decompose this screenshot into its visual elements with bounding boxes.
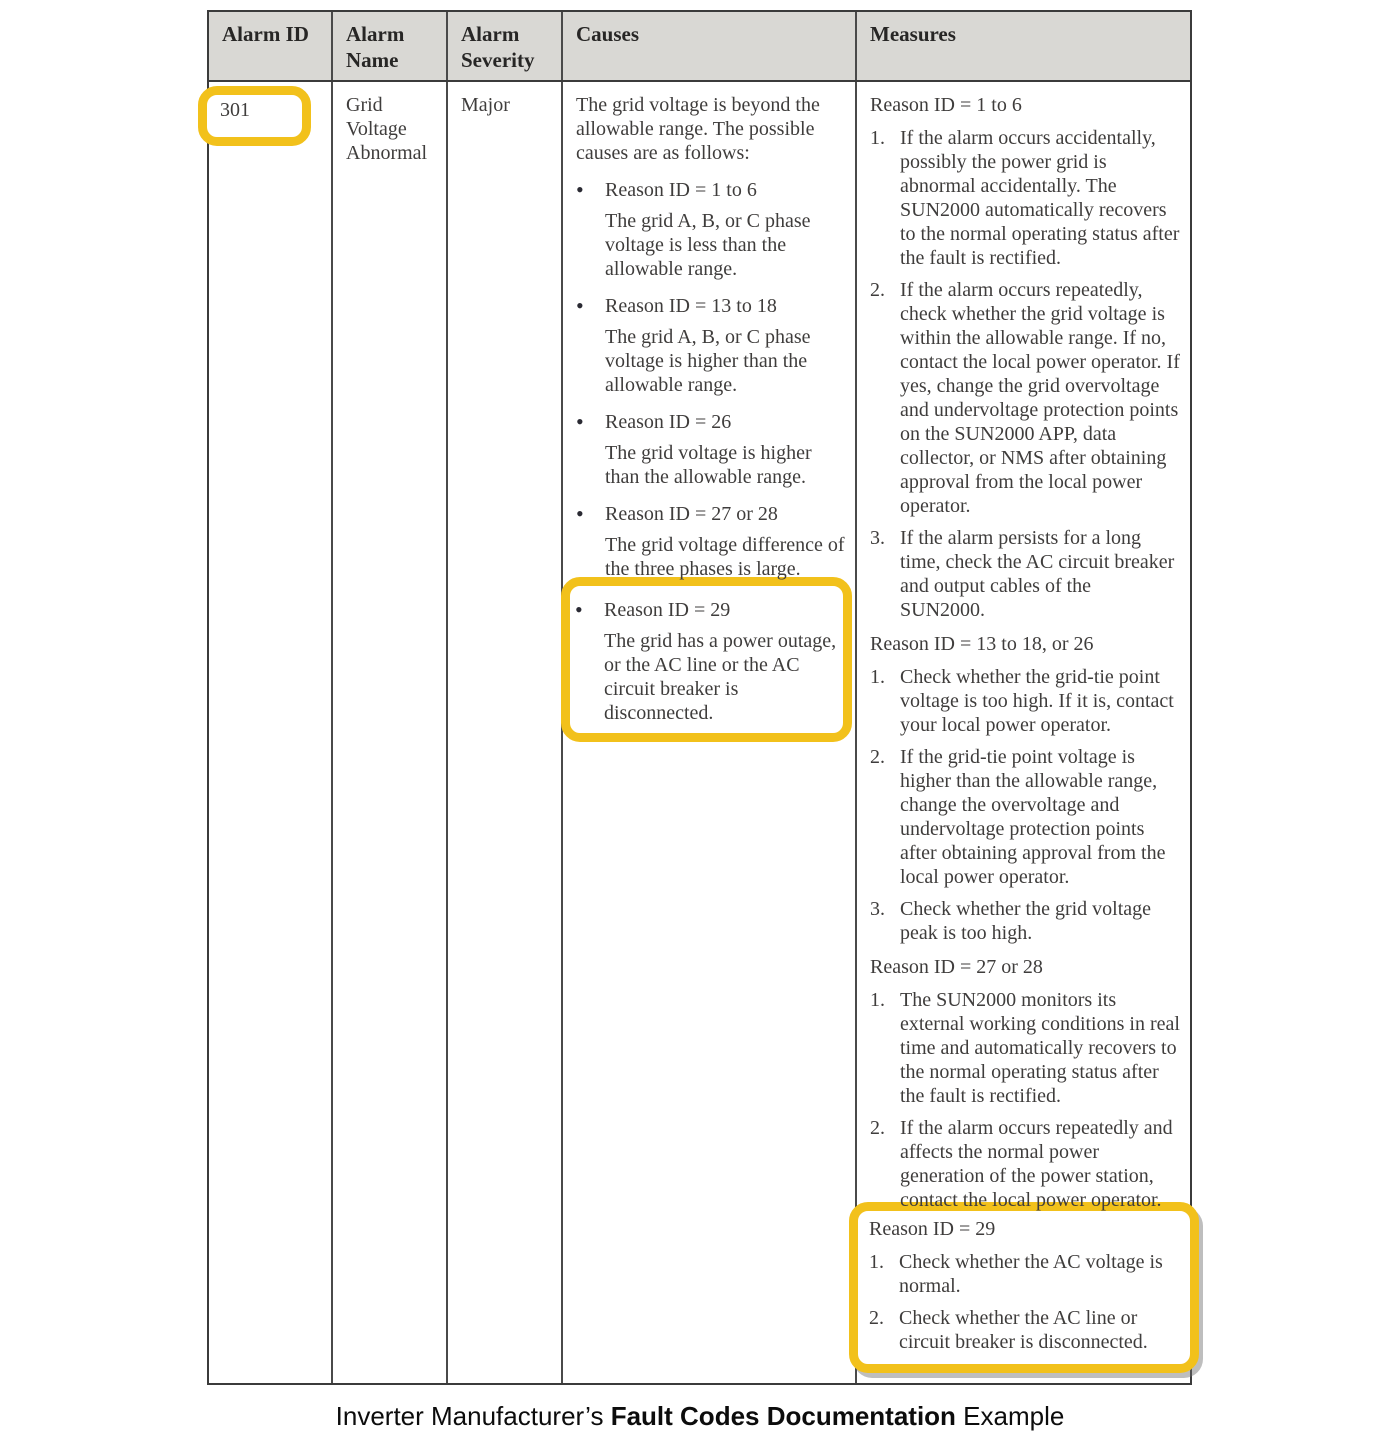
measures-item — [870, 897, 1180, 945]
figure-caption — [0, 1401, 1400, 1432]
measures-item — [870, 526, 1180, 622]
causes-bullet-body: The grid A, B, or C phase voltage is less than the allowable range. — [605, 210, 811, 280]
highlight-box-alarm-id — [198, 86, 311, 146]
cell-alarm-severity — [448, 82, 563, 1383]
highlight-box-measures-reason-29 — [849, 1202, 1199, 1373]
fault-codes-table — [207, 10, 1192, 1385]
measures-item — [870, 1116, 1180, 1212]
measures-item-text: Check whether the grid voltage peak is too high. — [900, 898, 1152, 944]
caption-bold-text: Fault Codes Documentation — [610, 1401, 956, 1431]
causes-bullet — [576, 502, 845, 581]
causes-bullet-list-highlighted — [575, 598, 840, 725]
measures-section-header: Reason ID = 27 or 28 — [870, 956, 1043, 978]
cell-alarm-id — [209, 82, 333, 1383]
column-header-causes: Causes — [563, 12, 857, 80]
measures-section-header: Reason ID = 29 — [869, 1218, 996, 1240]
causes-bullet-body: The grid has a power outage, or the AC line or the AC circuit breaker is disconnected. — [604, 630, 837, 724]
measures-item-text: Check whether the AC line or circuit breaker is disconnected. — [899, 1307, 1148, 1353]
caption-prefix: Inverter Manufacturer’s — [335, 1401, 611, 1431]
cell-alarm-name — [333, 82, 448, 1383]
measures-section-header: Reason ID = 13 to 18, or 26 — [870, 633, 1094, 655]
alarm-id-value: 301 — [220, 99, 250, 121]
causes-bullet — [576, 178, 845, 281]
measures-item-text: Check whether the grid-tie point voltage is too high. If it is, contact your local power operator. — [900, 666, 1174, 736]
alarm-severity-value: Major — [461, 94, 510, 116]
alarm-name-value: Grid Voltage Abnormal — [346, 94, 428, 164]
table-row — [209, 82, 1190, 1383]
measures-item-text: If the alarm occurs repeatedly, check whether the grid voltage is within the allowable range. If no, contact the local power operator. If yes, change the grid overvoltage and undervoltage protection points on the SUN2000 APP, data collector, or NMS after obtaining approval from the local power operator. — [900, 279, 1180, 517]
measures-list — [869, 1250, 1181, 1354]
causes-intro: The grid voltage is beyond the allowable range. The possible causes are as follows: — [576, 94, 820, 164]
cell-measures — [857, 82, 1190, 1383]
causes-bullet — [575, 598, 840, 725]
measures-list — [870, 665, 1180, 945]
causes-bullet-head: • Reason ID = 1 to 6 — [605, 179, 757, 201]
causes-bullet-body: The grid voltage is higher than the allowable range. — [605, 442, 812, 488]
measures-item-text: If the alarm occurs repeatedly and affects the normal power generation of the power station, contact the local power operator. — [900, 1117, 1173, 1211]
causes-bullet-body: The grid A, B, or C phase voltage is higher than the allowable range. — [605, 326, 811, 396]
column-header-alarm-id: Alarm ID — [209, 12, 333, 80]
measures-list — [870, 988, 1180, 1212]
cell-causes — [563, 82, 857, 1383]
causes-bullet-head: • Reason ID = 26 — [605, 411, 732, 433]
causes-bullet-head: • Reason ID = 27 or 28 — [605, 503, 778, 525]
measures-item — [870, 745, 1180, 889]
column-header-measures: Measures — [870, 22, 956, 46]
measures-item — [869, 1306, 1181, 1354]
caption-suffix: Example — [955, 1401, 1065, 1431]
measures-item — [870, 665, 1180, 737]
table-header-row — [209, 12, 1190, 82]
measures-list — [870, 126, 1180, 622]
measures-item-text: The SUN2000 monitors its external working conditions in real time and automatically recovers to the normal operating status after the fault is rectified. — [900, 989, 1180, 1107]
causes-bullet-body: The grid voltage difference of the three phases is large. — [605, 534, 845, 580]
column-header-alarm-name: Alarm Name — [333, 12, 448, 80]
measures-item — [870, 126, 1180, 270]
causes-bullet-head: • Reason ID = 13 to 18 — [605, 295, 777, 317]
measures-item — [870, 278, 1180, 518]
causes-bullet-list — [576, 178, 845, 581]
measures-item-text: If the alarm occurs accidentally, possibly the power grid is abnormal accidentally. The SUN2000 automatically recovers to the normal operating status after the fault is rectified. — [900, 127, 1180, 269]
causes-bullet — [576, 294, 845, 397]
measures-item-text: Check whether the AC voltage is normal. — [899, 1251, 1163, 1297]
causes-bullet — [576, 410, 845, 489]
measures-item — [869, 1250, 1181, 1298]
measures-item-text: If the alarm persists for a long time, check the AC circuit breaker and output cables of the SUN2000. — [900, 527, 1175, 621]
measures-item-text: If the grid-tie point voltage is higher than the allowable range, change the overvoltage and undervoltage protection points after obtaining approval from the local power operator. — [900, 746, 1166, 888]
column-header-alarm-severity: Alarm Severity — [448, 12, 563, 80]
highlight-box-cause-reason-29 — [561, 577, 852, 742]
measures-section-header: Reason ID = 1 to 6 — [870, 94, 1022, 116]
causes-bullet-head: • Reason ID = 29 — [604, 599, 731, 621]
measures-item — [870, 988, 1180, 1108]
